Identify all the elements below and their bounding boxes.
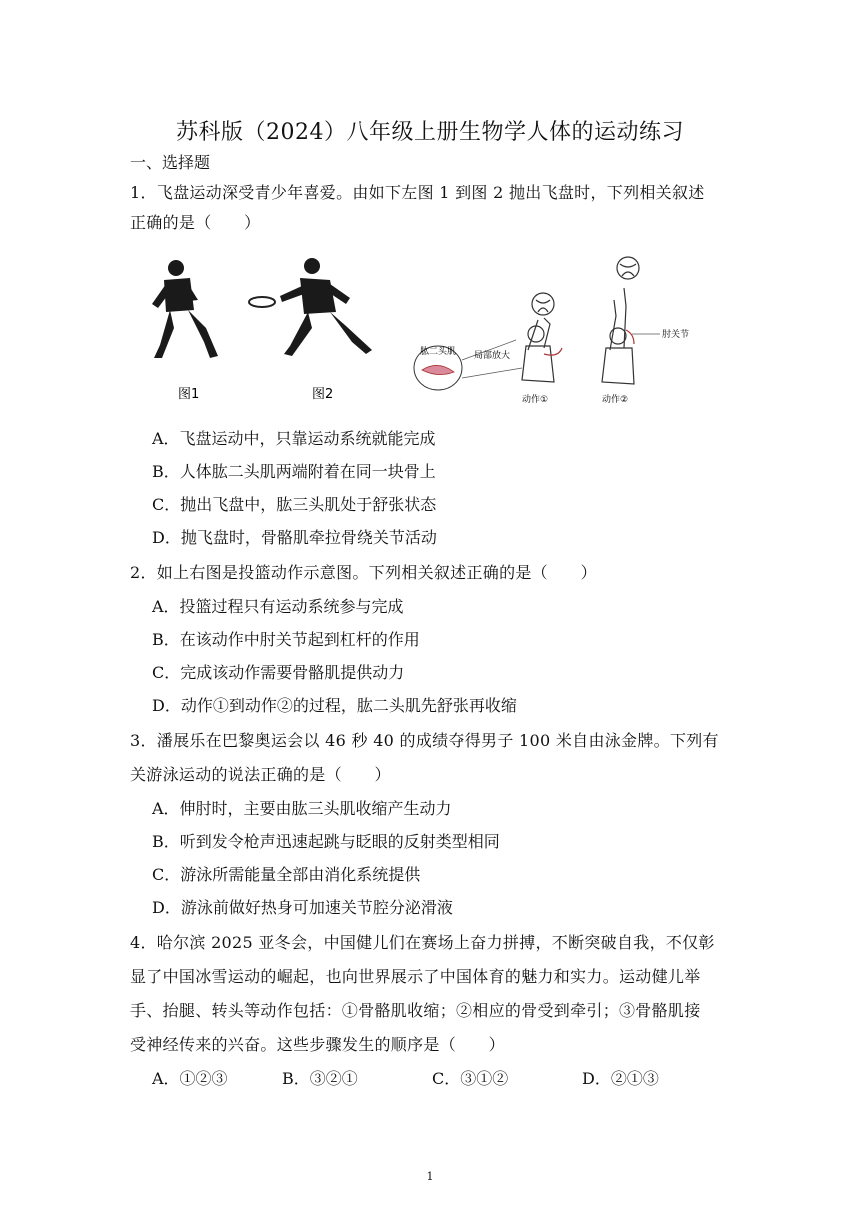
question-1-option-c: C．抛出飞盘中，肱三头肌处于舒张状态: [152, 495, 437, 514]
figure-1-caption: 图1: [178, 387, 200, 402]
basketball-action-1-icon: [522, 293, 562, 382]
question-4-option-d: D．②①③: [582, 1069, 659, 1088]
question-2-line-1: 2．如上右图是投篮动作示意图。下列相关叙述正确的是（ ）: [130, 563, 597, 582]
zoom-label: 局部放大: [474, 351, 511, 361]
question-3-option-c: C．游泳所需能量全部由消化系统提供: [152, 865, 421, 884]
question-2-option-b: B．在该动作中肘关节起到杠杆的作用: [152, 630, 420, 649]
action-2-caption: 动作②: [602, 395, 629, 405]
question-4-option-c: C．③①②: [432, 1069, 509, 1088]
question-3-line-2: 关游泳运动的说法正确的是（ ）: [130, 765, 391, 784]
question-3-option-d: D．游泳前做好热身可加速关节腔分泌滑液: [152, 898, 453, 917]
figure-illustrations: [140, 250, 740, 410]
basketball-action-2-icon: [602, 257, 639, 384]
frisbee-player-fig2-icon: [280, 258, 372, 356]
question-2-option-c: C．完成该动作需要骨骼肌提供动力: [152, 663, 405, 682]
biceps-muscle-icon: [422, 365, 454, 374]
page-title: 苏科版（2024）八年级上册生物学人体的运动练习: [176, 120, 684, 145]
figure-area: [140, 250, 740, 410]
question-4-option-b: B．③②①: [282, 1069, 358, 1088]
question-1-option-b: B．人体肱二头肌两端附着在同一块骨上: [152, 462, 436, 481]
question-1-line-1: 1．飞盘运动深受青少年喜爱。由如下左图 1 到图 2 抛出飞盘时，下列相关叙述: [130, 183, 705, 202]
frisbee-icon: [249, 297, 275, 307]
question-1-option-a: A．飞盘运动中，只靠运动系统就能完成: [152, 429, 436, 448]
question-4-options: [152, 1066, 659, 1089]
question-1-line-2: 正确的是（ ）: [130, 213, 261, 232]
section-heading: 一、选择题: [130, 153, 211, 172]
frisbee-player-fig1-icon: [152, 260, 218, 358]
question-4-line-3: 手、抬腿、转头等动作包括：①骨骼肌收缩；②相应的骨受到牵引；③骨骼肌接: [130, 1001, 701, 1020]
question-3-line-1: 3．潘展乐在巴黎奥运会以 46 秒 40 的成绩夺得男子 100 米自由泳金牌。下列有: [130, 731, 719, 750]
question-2-option-d: D．动作①到动作②的过程，肱二头肌先舒张再收缩: [152, 696, 517, 715]
figure-2-caption: 图2: [312, 387, 334, 402]
question-4-line-4: 受神经传来的兴奋。这些步骤发生的顺序是（ ）: [130, 1035, 505, 1054]
question-1-option-d: D．抛飞盘时，骨骼肌牵拉骨绕关节活动: [152, 528, 437, 547]
biceps-label: 肱二头肌: [420, 347, 457, 357]
question-3-option-b: B．听到发令枪声迅速起跳与眨眼的反射类型相同: [152, 832, 500, 851]
elbow-joint-label: 肘关节: [662, 330, 690, 340]
page-number: 1: [426, 1170, 434, 1183]
action-1-caption: 动作①: [522, 395, 549, 405]
question-4-line-1: 4．哈尔滨 2025 亚冬会，中国健儿们在赛场上奋力拼搏，不断突破自我，不仅彰: [130, 933, 715, 952]
question-4-option-a: A．①②③: [152, 1069, 228, 1088]
question-2-option-a: A．投篮过程只有运动系统参与完成: [152, 597, 404, 616]
question-4-line-2: 显了中国冰雪运动的崛起，也向世界展示了中国体育的魅力和实力。运动健儿举: [130, 967, 701, 986]
question-3-option-a: A．伸肘时，主要由肱三头肌收缩产生动力: [152, 799, 452, 818]
